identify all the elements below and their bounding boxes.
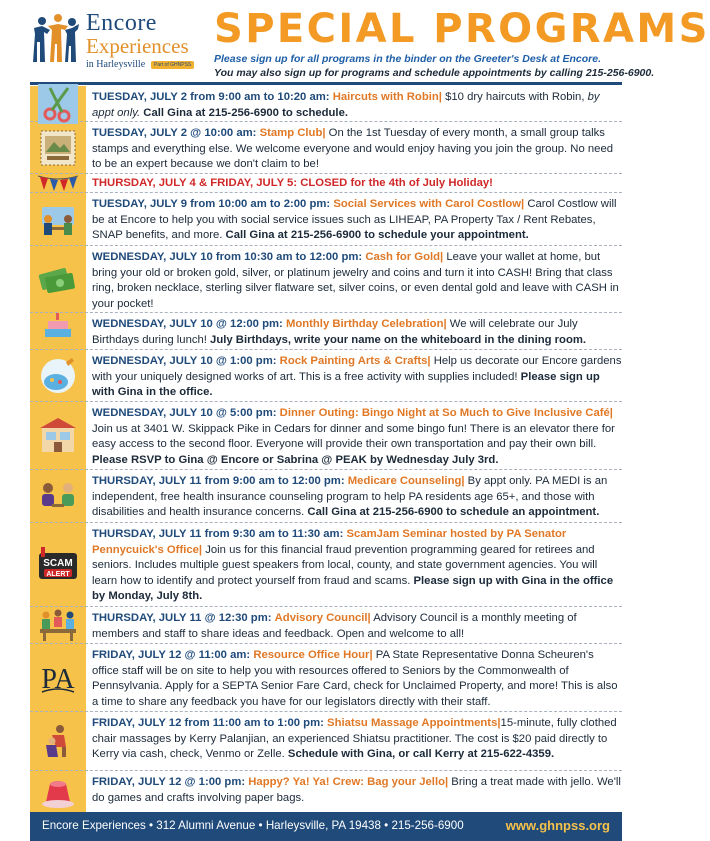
counseling-icon bbox=[38, 476, 78, 516]
event-bag-your-jello bbox=[30, 771, 622, 812]
phone-instructions: You may also sign up for programs and schedule appointments by calling 215-256-6900. bbox=[214, 67, 655, 79]
event-datetime: TUESDAY, JULY 9 from 10:00 am to 2:00 pm: bbox=[92, 198, 331, 210]
event-description bbox=[92, 611, 622, 642]
event-datetime: TUESDAY, JULY 2 from 9:00 am to 10:20 am: bbox=[92, 91, 330, 103]
footer-website-link[interactable]: www.ghnpss.org bbox=[505, 818, 610, 833]
event-details: Join us for this financial fraud prevention programming geared for retirees and seniors. Includes multiple guest speakers from local, county, and state government agencies. You will learn how to identify and protect yourself from fraud and scams. bbox=[92, 543, 598, 587]
pa-logo-text: PA bbox=[41, 663, 75, 695]
title-separator: | bbox=[440, 251, 444, 263]
event-title: Advisory Council bbox=[274, 612, 368, 624]
page-title: SPECIAL PROGRAMS bbox=[214, 6, 710, 52]
logo-experiences-text: Experiences bbox=[86, 34, 189, 58]
event-details: Carol Costlow will be at Encore to help you with social service issues such as LIHEAP, PA Property Tax / Rent Rebates, SNAP benefits, and more. bbox=[92, 198, 617, 242]
event-datetime: TUESDAY, JULY 2 @ 10:00 am: bbox=[92, 127, 257, 139]
scam-alert-icon bbox=[38, 545, 78, 585]
event-description bbox=[92, 406, 622, 468]
event-description bbox=[92, 197, 622, 244]
event-title: Happy? Ya! Ya! Crew: Bag your Jello bbox=[248, 776, 445, 788]
event-description bbox=[92, 354, 622, 401]
meeting-icon bbox=[38, 605, 78, 645]
scam-alert-label-1: SCAM bbox=[43, 557, 73, 569]
event-title: Social Services with Carol Costlow bbox=[333, 198, 522, 210]
event-datetime: WEDNESDAY, JULY 10 @ 5:00 pm: bbox=[92, 407, 277, 419]
event-call-to-action: Call Gina at 215-256-6900 to schedule. bbox=[140, 106, 348, 119]
event-description bbox=[92, 648, 622, 710]
event-details: 15-minute, fully clothed chair massages by Kerry Palanjian, an experienced Shiatsu practitioner. The cost is $20 paid directly to Kerry via cash, check, Venmo or Zelle. bbox=[92, 717, 617, 761]
event-details: We will celebrate our July Birthdays during lunch! bbox=[92, 318, 578, 346]
event-title: Haircuts with Robin bbox=[332, 91, 439, 103]
event-details: By appt only. PA MEDI is an independent, free health insurance counseling program to help PA residents age 65+, and those with disabilities and health insurance concerns. bbox=[92, 475, 608, 519]
event-title: Medicare Counseling bbox=[347, 475, 462, 487]
event-holiday-closed bbox=[30, 174, 622, 193]
event-description bbox=[92, 775, 622, 806]
page-footer bbox=[30, 812, 622, 841]
event-cash-for-gold bbox=[30, 246, 622, 313]
event-call-to-action: Call Gina at 215-256-6900 to schedule your appointment. bbox=[222, 229, 529, 242]
event-resource-office-hour bbox=[30, 644, 622, 712]
event-details: Leave your wallet at home, but bring your old or broken gold, silver, or platinum jewelry and coins and turn it into CASH! Bring that class ring, broken necklace, sterling silver flatware set, silver coins, or even dental gold and leave with CASH in your pocket! bbox=[92, 251, 619, 310]
event-description bbox=[92, 716, 622, 763]
title-separator: | bbox=[497, 717, 501, 729]
jello-icon bbox=[38, 772, 78, 812]
event-title: Shiatsu Massage Appointments bbox=[327, 717, 498, 729]
event-details: $10 dry haircuts with Robin, bbox=[441, 91, 588, 103]
event-datetime: FRIDAY, JULY 12 @ 1:00 pm: bbox=[92, 776, 246, 788]
event-details: Advisory Council is a monthly meeting of members and staff to share ideas and feedback. Open and welcome to all! bbox=[92, 612, 577, 640]
event-medicare-counseling bbox=[30, 470, 622, 523]
pa-icon bbox=[38, 658, 78, 698]
event-details: On the 1st Tuesday of every month, a small group talks stamps and everything else. We welcome everyone and would enjoy having you join the group. No need to be an expert because we don't claim to be! bbox=[92, 127, 614, 171]
event-description bbox=[92, 250, 622, 312]
event-datetime: WEDNESDAY, JULY 10 @ 12:00 pm: bbox=[92, 318, 283, 330]
event-scamjam-seminar bbox=[30, 523, 622, 607]
event-datetime: FRIDAY, JULY 12 @ 11:00 am: bbox=[92, 649, 251, 661]
event-description bbox=[92, 90, 622, 121]
event-shiatsu-massage bbox=[30, 712, 622, 771]
cake-icon bbox=[38, 311, 78, 351]
scissors-icon bbox=[38, 84, 78, 124]
event-dinner-outing bbox=[30, 402, 622, 470]
event-title: ScamJam Seminar hosted by PA Senator Pennycuick's Office bbox=[92, 528, 567, 556]
closed-notice: THURSDAY, JULY 4 & FRIDAY, JULY 5: CLOSED for the 4th of July Holiday! bbox=[92, 177, 493, 189]
event-call-to-action: Call Gina at 215-256-6900 to schedule an appointment. bbox=[304, 506, 600, 519]
event-details: Help us decorate our Encore gardens with your uniquely designed works of art. This is a free activity with supplies included! bbox=[92, 355, 622, 383]
event-details: Join us at 3401 W. Skippack Pike in Cedars for dinner and some bingo fun! There is an elevator there for easy access to the second floor. Everyone will provide their own transportation and pay their own bill. bbox=[92, 422, 615, 451]
title-separator: | bbox=[367, 612, 371, 624]
event-datetime: WEDNESDAY, JULY 10 from 10:30 am to 12:00 pm: bbox=[92, 251, 363, 263]
people-figures-icon bbox=[32, 12, 80, 64]
event-datetime: THURSDAY, JULY 11 @ 12:30 pm: bbox=[92, 612, 272, 624]
massage-icon bbox=[38, 721, 78, 761]
title-separator: | bbox=[322, 127, 326, 139]
footer-address: Encore Experiences • 312 Alumni Avenue • Harleysville, PA 19438 • 215-256-6900 bbox=[42, 819, 464, 832]
signup-instructions: Please sign up for all programs in the binder on the Greeter's Desk at Encore. bbox=[214, 53, 602, 65]
stamp-icon bbox=[38, 128, 78, 168]
event-call-to-action: Please sign up with Gina in the office. bbox=[92, 370, 600, 399]
event-title: Dinner Outing: Bingo Night at So Much to Give Inclusive Café bbox=[279, 407, 610, 419]
event-call-to-action: Please RSVP to Gina @ Encore or Sabrina @ PEAK by Wednesday July 3rd. bbox=[92, 453, 499, 466]
event-datetime: THURSDAY, JULY 11 from 9:30 am to 11:30 am: bbox=[92, 528, 344, 540]
event-description bbox=[92, 126, 622, 173]
event-description bbox=[92, 317, 622, 348]
logo-encore-text: Encore bbox=[86, 10, 157, 36]
bunting-icon bbox=[38, 174, 78, 192]
event-details: Bring a treat made with jello. We'll do games and crafts involving paper bags. bbox=[92, 776, 621, 804]
header-divider bbox=[30, 82, 622, 85]
event-call-to-action: July Birthdays, write your name on the whiteboard in the dining room. bbox=[206, 333, 587, 346]
title-separator: | bbox=[521, 198, 525, 210]
event-advisory-council bbox=[30, 607, 622, 644]
social-services-icon bbox=[38, 199, 78, 239]
logo-part-badge: Part of GHNPSS bbox=[151, 61, 194, 69]
title-separator: | bbox=[438, 91, 442, 103]
event-title: Resource Office Hour bbox=[253, 649, 370, 661]
event-datetime: THURSDAY, JULY 11 from 9:00 am to 12:00 pm: bbox=[92, 475, 345, 487]
logo-location-text: in Harleysville bbox=[86, 59, 146, 70]
event-call-to-action: Please sign up with Gina in the office by Monday, July 8th. bbox=[92, 574, 614, 603]
event-datetime: FRIDAY, JULY 12 from 11:00 am to 1:00 pm: bbox=[92, 717, 324, 729]
title-separator: | bbox=[427, 355, 431, 367]
event-title: Monthly Birthday Celebration bbox=[285, 318, 444, 330]
event-social-services bbox=[30, 193, 622, 246]
encore-logo bbox=[30, 8, 205, 74]
event-haircuts bbox=[30, 86, 622, 122]
event-birthday-celebration bbox=[30, 313, 622, 350]
event-description bbox=[92, 176, 622, 192]
cash-icon bbox=[38, 259, 78, 299]
title-separator: | bbox=[609, 407, 613, 419]
event-description bbox=[92, 527, 622, 605]
event-call-to-action: Schedule with Gina, or call Kerry at 215-622-4359. bbox=[284, 748, 555, 761]
scam-alert-label-2: ALERT bbox=[46, 570, 70, 578]
event-details-italic: by appt only. bbox=[92, 91, 600, 119]
title-separator: | bbox=[444, 776, 449, 788]
event-title: Rock Painting Arts & Crafts bbox=[279, 355, 428, 367]
title-separator: | bbox=[461, 475, 465, 487]
event-details: PA State Representative Donna Scheuren's office staff will be on site to help you with resources offered to Seniors by the Commonwealth of Pennsylvania. Apply for a SEPTA Senior Fare Card, check for Unclaimed Property, and more! This is also a time to share any feedback you have for our legislators directly with their staff. bbox=[92, 649, 618, 708]
title-separator: | bbox=[198, 543, 203, 556]
event-datetime: WEDNESDAY, JULY 10 @ 1:00 pm: bbox=[92, 355, 277, 367]
paint-rock-icon bbox=[38, 356, 78, 396]
cafe-icon bbox=[38, 416, 78, 456]
event-rock-painting bbox=[30, 350, 622, 402]
page-header bbox=[0, 0, 710, 82]
event-title: Stamp Club bbox=[259, 127, 323, 139]
title-separator: | bbox=[443, 318, 447, 330]
title-separator: | bbox=[369, 649, 373, 661]
event-title: Cash for Gold bbox=[365, 251, 441, 263]
event-description bbox=[92, 474, 622, 521]
event-stamp-club bbox=[30, 122, 622, 174]
